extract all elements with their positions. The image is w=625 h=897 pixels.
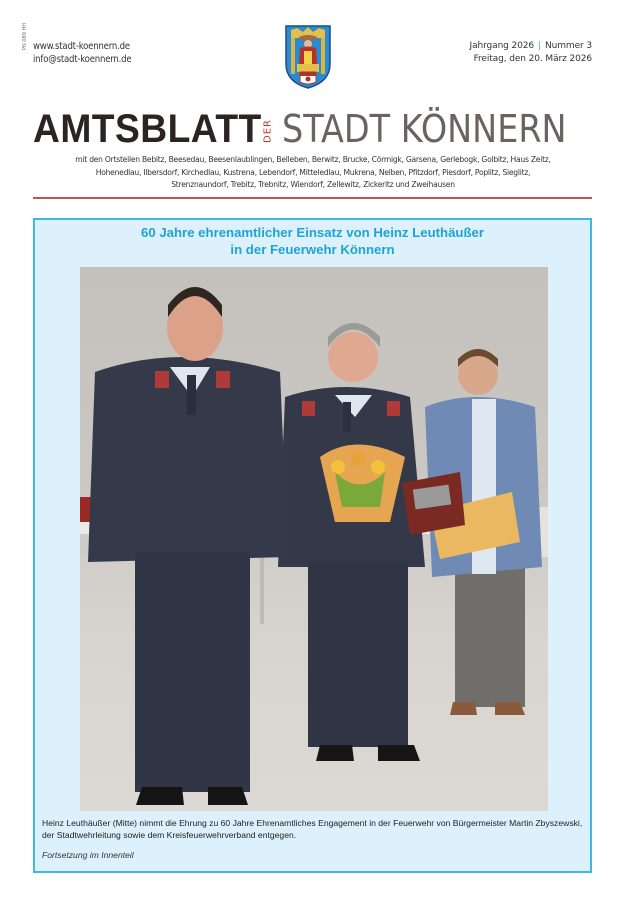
masthead-der: DER [262,119,274,143]
issue-number: Nummer 3 [545,41,592,51]
districts-line: Strenznaundorf, Trebitz, Trebnitz, Wiendorf, Zellewitz, Zickeritz und Zweihausen [171,180,455,189]
masthead [33,107,593,151]
continued-note: Fortsetzung im Innenteil [42,850,134,860]
districts-line: mit den Ortsteilen Bebitz, Beesedau, Beesenlaublingen, Belleben, Berwitz, Brucke, Cörmigk, Garsena, Gerlebogk, Golbitz, Haus Zeitz, [75,155,551,164]
masthead-title-bold: AMTSBLATT [33,107,262,151]
photo-caption: Heinz Leuthäußer (Mitte) nimmt die Ehrung zu 60 Jahre Ehrenamtliches Engagement in der Feuerwehr von Bürgermeister Martin Zbyszewski, der Stadtwehrleitung sowie dem Kreisfeuerwehrverband entgegen. [42,818,583,840]
issue-info [470,40,592,66]
districts-list [33,154,593,192]
issue-date: Freitag, den 20. März 2026 [473,54,592,64]
feature-article [33,218,592,873]
website-link[interactable]: www.stadt-koennern.de [33,41,130,52]
separator: | [538,41,541,51]
coat-of-arms-icon [283,24,333,90]
districts-line: Hohenedlau, Ilbersdorf, Kirchedlau, Kustrena, Lebendorf, Mitteledlau, Mukrena, Nelben, Pfitzdorf, Piesdorf, Poplitz, Sieglitz, [95,167,531,177]
header-divider [33,197,592,199]
masthead-title-light: STADT KÖNNERN [282,107,567,151]
print-code: PN 089 HH [22,23,28,50]
contact-info [33,40,131,66]
email-link[interactable]: info@stadt-koennern.de [33,54,132,65]
volume-label: Jahrgang 2026 [469,41,535,51]
feature-photo [80,267,548,811]
feature-headline: 60 Jahre ehrenamtlicher Einsatz von Heinz Leuthäußer in der Feuerwehr Könnern [141,225,484,257]
